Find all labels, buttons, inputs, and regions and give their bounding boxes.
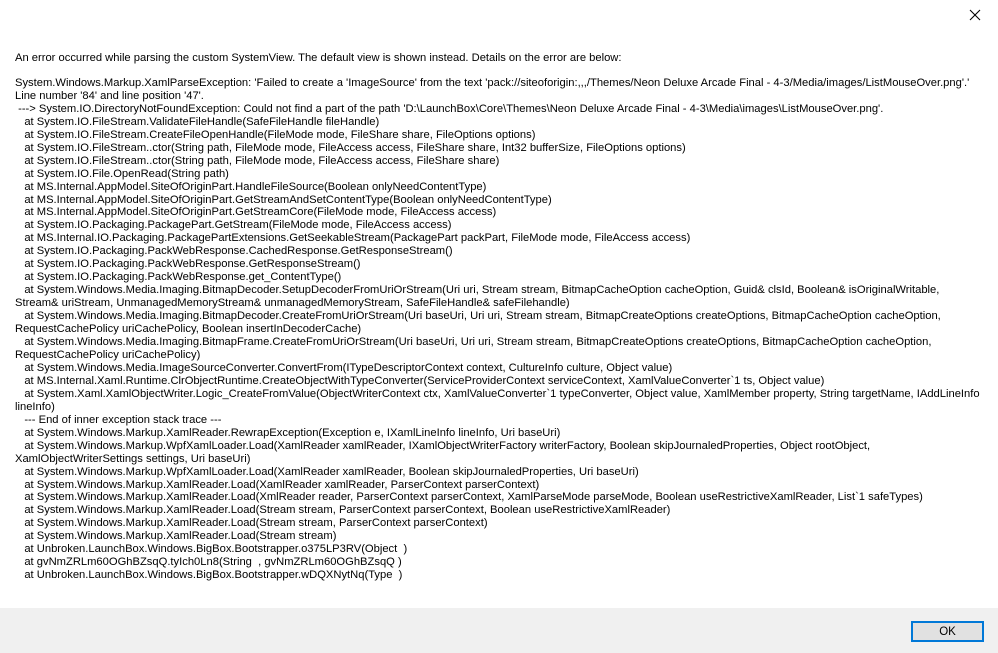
ok-button[interactable] <box>911 621 984 642</box>
stack-trace-line: at MS.Internal.AppModel.SiteOfOriginPart.GetStreamCore(FileMode mode, FileAccess access) <box>15 206 497 219</box>
close-button[interactable] <box>952 0 998 30</box>
stack-trace-line: --- End of inner exception stack trace --- <box>15 413 222 426</box>
stack-trace-line: at System.Windows.Markup.XamlReader.RewrapException(Exception e, IXamlLineInfo lineInfo, Uri baseUri) <box>15 426 561 439</box>
stack-trace-line: at MS.Internal.AppModel.SiteOfOriginPart.HandleFileSource(Boolean onlyNeedContentType) <box>15 180 487 193</box>
stack-trace-line: at System.Windows.Media.Imaging.BitmapDecoder.CreateFromUriOrStream(Uri baseUri, Uri uri, Stream stream, BitmapCreateOptions createOptions, BitmapCacheOption cacheOption, RequestCachePolicy uriCachePolicy, Boolean insertInDecoderCache) <box>15 310 944 336</box>
stack-trace-line: at System.Windows.Markup.XamlReader.Load(Stream stream, ParserContext parserContext) <box>15 517 488 530</box>
stack-trace-line: at System.Windows.Media.Imaging.BitmapFrame.CreateFromUriOrStream(Uri baseUri, Uri uri, Stream stream, BitmapCreateOptions createOptions, BitmapCacheOption cacheOption, RequestCachePolicy uriCachePolicy) <box>15 336 935 361</box>
stack-trace-line: at System.Windows.Markup.XamlReader.Load(Stream stream, ParserContext parserContext, Boolean useRestrictiveXamlReader) <box>15 504 671 517</box>
ok-button-label: OK <box>939 625 956 638</box>
stack-trace-line: at MS.Internal.IO.Packaging.PackagePartExtensions.GetSeekableStream(PackagePart packPart, FileMode mode, FileAccess access) <box>15 232 691 245</box>
close-icon <box>969 9 981 21</box>
stack-trace-line: at Unbroken.LaunchBox.Windows.BigBox.Bootstrapper.wDQXNytNq(Type ) <box>15 569 403 582</box>
stack-trace-line: at System.Windows.Media.ImageSourceConverter.ConvertFrom(ITypeDescriptorContext context, CultureInfo culture, Object value) <box>15 361 673 374</box>
stack-trace-line: at System.Windows.Markup.WpfXamlLoader.Load(XamlReader xamlReader, Boolean skipJournaledProperties, Uri baseUri) <box>15 465 639 478</box>
stack-trace-line: at System.IO.FileStream..ctor(String path, FileMode mode, FileAccess access, FileShare share, Int32 bufferSize, FileOptions options) <box>15 141 686 154</box>
stack-trace-line: at System.Xaml.XamlObjectWriter.Logic_CreateFromValue(ObjectWriterContext ctx, XamlValueConverter`1 typeConverter, Object value, XamlMember property, String targetName, IAddLineInfo lineInfo) <box>15 387 983 413</box>
stack-trace-line: at System.IO.Packaging.PackWebResponse.get_ContentType() <box>15 271 342 284</box>
error-content <box>15 52 982 582</box>
stack-trace-line: at System.IO.FileStream..ctor(String path, FileMode mode, FileAccess access, FileShare share) <box>15 154 500 167</box>
stack-trace-line: at System.IO.File.OpenRead(String path) <box>15 167 229 180</box>
stack-trace-line: at System.Windows.Media.Imaging.BitmapDecoder.SetupDecoderFromUriOrStream(Uri uri, Stream stream, BitmapCacheOption cacheOption, Guid& clsId, Boolean& isOriginalWritable, Stream& uriStream, UnmanagedMemoryStream& unmanagedMemoryStream, SafeFileHandle& safeFilehandle) <box>15 284 943 310</box>
stack-trace-line: at gvNmZRLm60OGhBZsqQ.tyIch0Ln8(String , gvNmZRLm60OGhBZsqQ ) <box>15 556 402 569</box>
error-intro-text: An error occurred while parsing the custom SystemView. The default view is shown instead. Details on the error are below: <box>15 52 622 64</box>
stack-trace-line: at System.Windows.Markup.XamlReader.Load(Stream stream) <box>15 530 337 543</box>
stack-trace-line: at System.Windows.Markup.WpfXamlLoader.Load(XamlReader xamlReader, IXamlObjectWriterFactory writerFactory, Boolean skipJournaledProperties, Object rootObject, XamlObjectWriterSettings settings, Uri baseUri) <box>15 439 874 465</box>
stack-trace-line: at System.Windows.Markup.XamlReader.Load(XmlReader reader, ParserContext parserContext, XamlParseMode parseMode, Boolean useRestrictiveXamlReader, List`1 safeTypes) <box>15 491 923 504</box>
stack-trace-line: at System.IO.Packaging.PackagePart.GetStream(FileMode mode, FileAccess access) <box>15 219 452 232</box>
stack-trace-line: at System.IO.Packaging.PackWebResponse.GetResponseStream() <box>15 258 361 271</box>
stack-trace-line: at Unbroken.LaunchBox.Windows.BigBox.Bootstrapper.o375LP3RV(Object ) <box>15 543 408 556</box>
stack-trace-line: ---> System.IO.DirectoryNotFoundException: Could not find a part of the path 'D:\LaunchBox\Core\Themes\Neon Deluxe Arcade Final - 4-3\Media\images\ListMouseOver.png'. <box>15 102 884 115</box>
stack-trace-line: at MS.Internal.Xaml.Runtime.ClrObjectRuntime.CreateObjectWithTypeConverter(ServiceProviderContext serviceContext, XamlValueConverter`1 ts, Object value) <box>15 374 825 387</box>
stack-trace-line: at System.Windows.Markup.XamlReader.Load(XamlReader xamlReader, ParserContext parserContext) <box>15 478 540 491</box>
stack-trace <box>15 77 982 582</box>
stack-trace-line: at System.IO.Packaging.PackWebResponse.CachedResponse.GetResponseStream() <box>15 245 453 258</box>
stack-trace-line: at System.IO.FileStream.ValidateFileHandle(SafeFileHandle fileHandle) <box>15 115 380 128</box>
dialog-footer <box>0 608 998 653</box>
stack-trace-line: at MS.Internal.AppModel.SiteOfOriginPart.GetStreamAndSetContentType(Boolean onlyNeedContentType) <box>15 193 552 206</box>
stack-trace-line: at System.IO.FileStream.CreateFileOpenHandle(FileMode mode, FileShare share, FileOptions options) <box>15 128 536 141</box>
stack-trace-line: System.Windows.Markup.XamlParseException: 'Failed to create a 'ImageSource' from the text 'pack://siteoforigin:,,,/Themes/Neon Deluxe Arcade Final - 4-3/Media/images/ListMouseOver.png'.' Line number '84' and line position '47'. <box>15 76 973 102</box>
